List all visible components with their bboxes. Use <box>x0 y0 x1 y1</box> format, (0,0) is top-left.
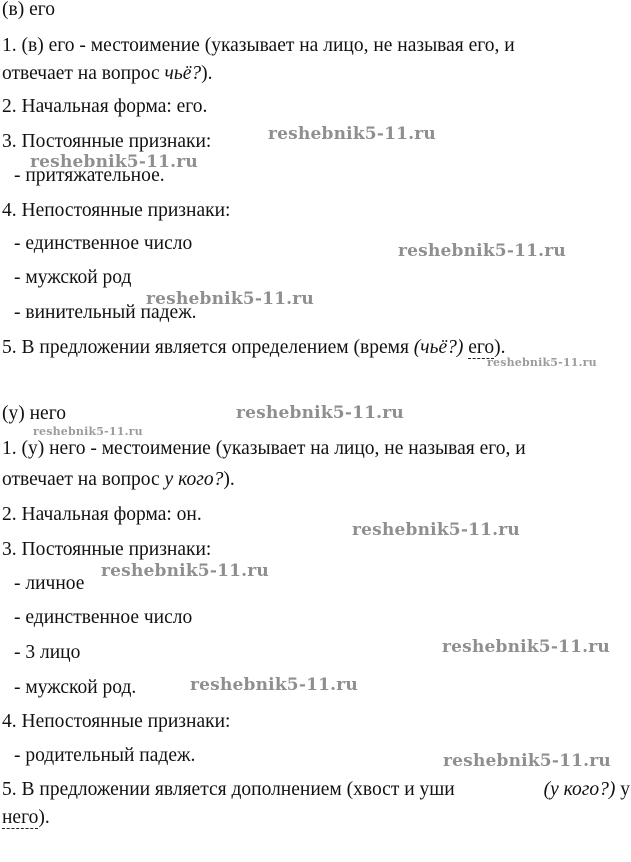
s1-point4-item3: - винительный падеж. <box>14 302 197 323</box>
s1-point1-pre: отвечает на вопрос <box>2 63 165 84</box>
s2-point3-item3: - 3 лицо <box>14 642 81 663</box>
s1-point1-line1 <box>2 34 630 58</box>
watermark: reshebnik5-11.ru <box>101 561 269 581</box>
s1-point4-item2: - мужской род <box>14 267 132 288</box>
s1-point5 <box>2 336 506 360</box>
s2-question: у кого? <box>164 469 224 490</box>
s2-point1-post: ). <box>223 469 235 490</box>
watermark: reshebnik5-11.ru <box>443 751 611 771</box>
s1-point1-line2 <box>2 62 213 86</box>
s1-point4-item1: - единственное число <box>14 233 193 254</box>
watermark: reshebnik5-11.ru <box>33 425 143 438</box>
s1-point1-text: 1. (в) его - местоимение (указывает на лицо, не называя его, и <box>2 35 515 56</box>
watermark: reshebnik5-11.ru <box>398 241 566 261</box>
s2-point5-end: ). <box>38 807 50 828</box>
watermark: reshebnik5-11.ru <box>487 356 597 369</box>
s2-point4: 4. Непостоянные признаки: <box>2 711 231 732</box>
s2-point5-pre: 5. В предложении является дополнением (хвост и уши <box>2 779 455 800</box>
s1-point3-item1: - притяжательное. <box>14 165 165 186</box>
s2-point1-text: 1. (у) него - местоимение (указывает на лицо, не называя его, и <box>2 438 526 459</box>
watermark: reshebnik5-11.ru <box>30 152 198 172</box>
s1-point5-question: (чьё?) <box>413 337 464 358</box>
s2-point2: 2. Начальная форма: он. <box>2 504 202 525</box>
watermark: reshebnik5-11.ru <box>146 289 314 309</box>
watermark: reshebnik5-11.ru <box>236 403 404 423</box>
watermark: reshebnik5-11.ru <box>442 637 610 657</box>
s2-point5-post: у <box>615 779 630 800</box>
watermark: reshebnik5-11.ru <box>190 675 358 695</box>
s2-point1-line2 <box>2 468 235 492</box>
s2-point1-line1 <box>2 437 630 461</box>
s2-point5-line1 <box>2 778 630 802</box>
s2-point5-question: (у кого?) <box>543 779 616 800</box>
s2-point5-text <box>2 778 630 802</box>
section2-heading: (у) него <box>2 403 66 424</box>
watermark: reshebnik5-11.ru <box>268 124 436 144</box>
s2-point3: 3. Постоянные признаки: <box>2 539 212 560</box>
s2-point3-item1: - личное <box>14 573 85 594</box>
s1-point1-post: ). <box>201 63 213 84</box>
section1-heading: (в) его <box>2 0 55 20</box>
s1-point5-word: его <box>468 337 495 358</box>
s1-question: чьё? <box>164 63 202 84</box>
s2-point5-line2 <box>2 806 50 830</box>
s2-point1-pre: отвечает на вопрос <box>2 469 165 490</box>
s2-point4-item1: - родительный падеж. <box>14 745 196 766</box>
s2-point3-item2: - единственное число <box>14 607 193 628</box>
s1-point5-post: ). <box>494 337 506 358</box>
s1-point3: 3. Постоянные признаки: <box>2 131 212 152</box>
s1-point2: 2. Начальная форма: его. <box>2 96 208 117</box>
s2-point5-word: него <box>2 807 39 828</box>
s1-point5-pre: 5. В предложении является определением (время <box>2 337 414 358</box>
watermark: reshebnik5-11.ru <box>352 520 520 540</box>
s1-point4: 4. Непостоянные признаки: <box>2 200 231 221</box>
s2-point3-item4: - мужской род. <box>14 677 137 698</box>
